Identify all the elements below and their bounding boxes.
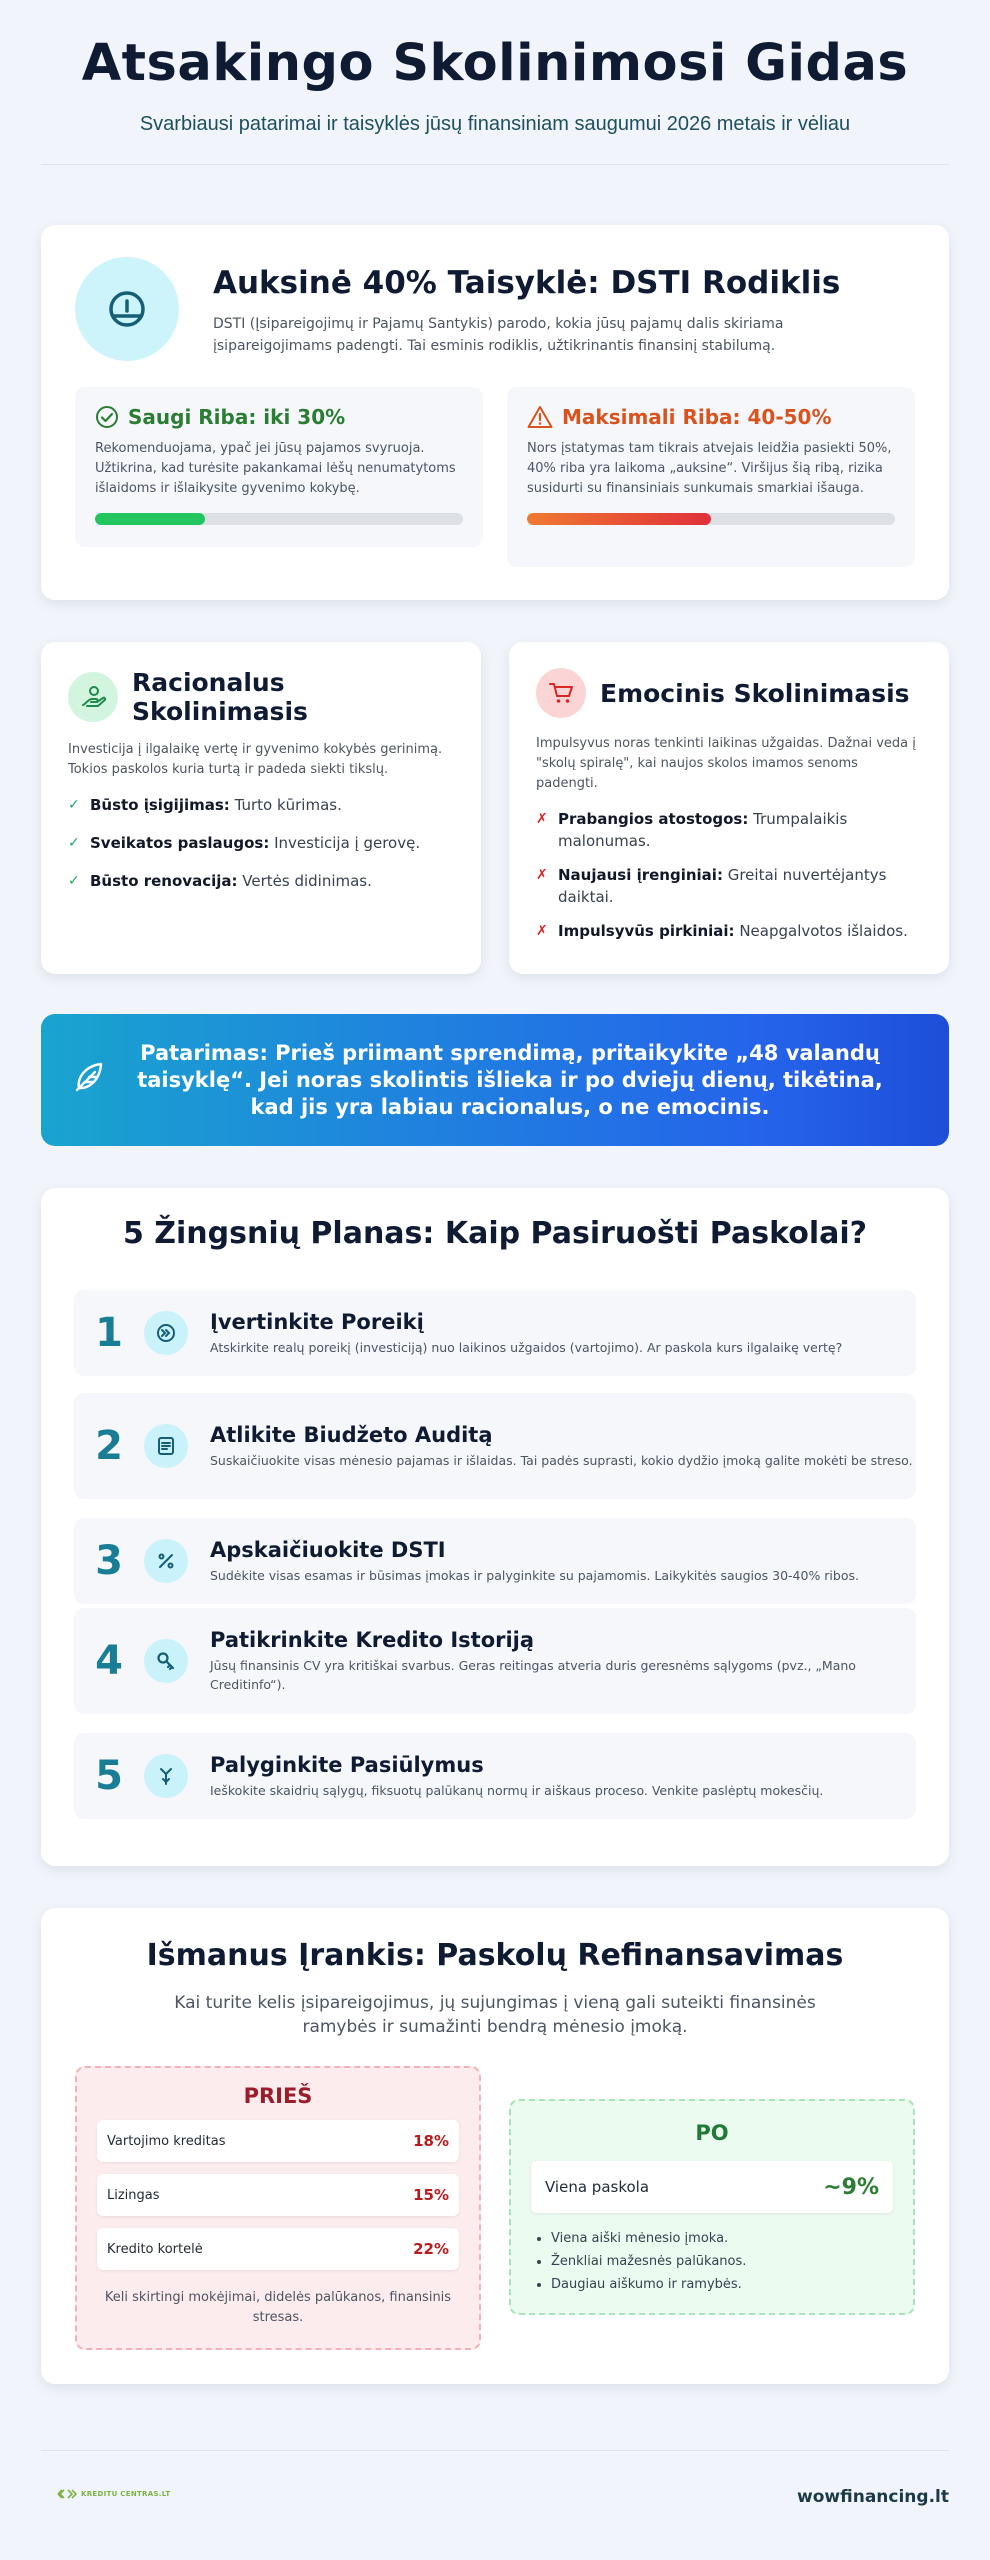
loan-rate: 22% bbox=[413, 2240, 449, 2258]
rational-item-text bbox=[90, 870, 372, 892]
step-title: Apskaičiuokite DSTI bbox=[210, 1537, 446, 1562]
step-title: Patikrinkite Kredito Istoriją bbox=[210, 1628, 535, 1652]
step-title: Įvertinkite Poreikį bbox=[210, 1309, 424, 1334]
check-icon: ✓ bbox=[68, 835, 80, 851]
rational-item bbox=[68, 870, 454, 892]
step-row bbox=[74, 1290, 916, 1376]
footer-site-link[interactable]: wowfinancing.lt bbox=[797, 2487, 949, 2507]
emotional-borrowing-card bbox=[509, 642, 949, 974]
page-title: Atsakingo Skolinimosi Gidas bbox=[81, 34, 909, 93]
safe-limit-text: Rekomenduojama, ypač jei jūsų pajamos svyruoja. Užtikrina, kad turėsite pakankamai lėšų nenumatytoms išlaidoms ir išlaikysite gyvenimo kokybę. bbox=[95, 441, 456, 496]
max-limit-bar bbox=[527, 513, 895, 525]
rational-list bbox=[68, 794, 454, 892]
step-number: 5 bbox=[95, 1753, 123, 1799]
emotional-item-label: Prabangios atostogos: bbox=[558, 810, 749, 828]
step-number: 1 bbox=[95, 1310, 123, 1356]
benefit-item: • Daugiau aiškumo ir ramybės. bbox=[551, 2273, 893, 2296]
single-loan-row bbox=[531, 2161, 893, 2213]
loan-name: Vartojimo kreditas bbox=[107, 2133, 226, 2149]
before-box bbox=[75, 2066, 481, 2350]
emotional-title: Emocinis Skolinimasis bbox=[600, 678, 910, 708]
rational-borrowing-card bbox=[41, 642, 481, 974]
safe-limit-bar-fill bbox=[95, 513, 205, 525]
refinance-title: Išmanus Įrankis: Paskolų Refinansavimas bbox=[146, 1938, 844, 1973]
loan-rate: 18% bbox=[413, 2132, 449, 2150]
step-text bbox=[210, 1628, 916, 1694]
max-limit-bar-fill bbox=[527, 513, 711, 525]
rational-item-label: Būsto įsigijimas: bbox=[90, 796, 230, 814]
rational-title: Racionalus Skolinimasis bbox=[132, 668, 308, 726]
step-text bbox=[210, 1310, 842, 1357]
hand-money-icon bbox=[68, 672, 118, 722]
rational-item-label: Būsto renovacija: bbox=[90, 872, 238, 890]
rational-item-detail: Vertės didinimas. bbox=[237, 872, 372, 890]
cross-icon: ✗ bbox=[536, 923, 548, 939]
feather-icon bbox=[69, 1058, 109, 1102]
loan-row bbox=[97, 2174, 459, 2216]
before-note: Keli skirtingi mokėjimai, didelės palūkanos, finansinis stresas. bbox=[104, 2290, 452, 2325]
emotional-item-detail: Trumpalaikis malonumas. bbox=[558, 810, 848, 850]
dsti-description: DSTI (Įsipareigojimų ir Pajamų Santykis) parodo, kokia jūsų pajamų dalis skiriama įsipareigojimams padengti. Tai esminis rodiklis, užtikrinantis finansinį stabilumą. bbox=[213, 316, 784, 354]
receipt-icon bbox=[144, 1424, 188, 1468]
check-icon: ✓ bbox=[68, 797, 80, 813]
header bbox=[41, 0, 949, 165]
safe-limit-box bbox=[75, 387, 483, 547]
emotional-item-text bbox=[558, 864, 922, 908]
check-icon: ✓ bbox=[68, 873, 80, 889]
step-row bbox=[74, 1393, 916, 1499]
emotional-list bbox=[536, 808, 922, 942]
benefit-item: • Ženkliai mažesnės palūkanos. bbox=[551, 2250, 893, 2273]
emotional-item-text bbox=[558, 920, 908, 942]
refinance-description: Kai turite kelis įsipareigojimus, jų sujungimas į vieną gali suteikti finansinės ramybės ir sumažinti bendrą mėnesio įmoką. bbox=[174, 1993, 816, 2037]
max-limit-box bbox=[507, 387, 915, 567]
step-row bbox=[74, 1608, 916, 1714]
rational-item bbox=[68, 794, 454, 816]
step-row bbox=[74, 1733, 916, 1819]
safe-limit-title: Saugi Riba: iki 30% bbox=[128, 405, 346, 429]
emotional-item-detail: Greitai nuvertėjantys daiktai. bbox=[558, 866, 887, 906]
steps-title: 5 Žingsnių Planas: Kaip Pasiruošti Paskolai? bbox=[122, 1216, 868, 1251]
cross-icon: ✗ bbox=[536, 811, 548, 827]
after-box bbox=[509, 2099, 915, 2315]
forward-icon bbox=[144, 1311, 188, 1355]
tip-text: Patarimas: Prieš priimant sprendimą, pritaikykite „48 valandų taisyklę“. Jei noras skolintis išlieka ir po dviejų dienų, tikėtina, kad jis yra labiau racionalus, o ne emocinis. bbox=[137, 1040, 883, 1119]
step-number: 3 bbox=[95, 1538, 123, 1584]
before-title: PRIEŠ bbox=[243, 2084, 313, 2108]
check-circle-icon bbox=[95, 405, 119, 429]
warning-icon bbox=[527, 405, 553, 429]
emotional-item bbox=[536, 864, 922, 908]
tip-banner bbox=[41, 1014, 949, 1146]
emotional-item-label: Impulsyvūs pirkiniai: bbox=[558, 922, 735, 940]
single-loan-name: Viena paskola bbox=[545, 2178, 650, 2196]
logo-text: KREDITU CENTRAS.LT bbox=[81, 2490, 171, 2498]
page-subtitle: Svarbiausi patarimai ir taisyklės jūsų finansiniam saugumui 2026 metais ir vėliau bbox=[139, 113, 851, 135]
rational-item bbox=[68, 832, 454, 854]
step-description: Sudėkite visas esamas ir būsimas įmokas ir palyginkite su pajamomis. Laikykitės saugios 30-40% ribos. bbox=[210, 1567, 859, 1583]
before-loans bbox=[97, 2120, 459, 2270]
step-text bbox=[210, 1753, 823, 1800]
dsti-title: Auksinė 40% Taisyklė: DSTI Rodiklis bbox=[213, 265, 841, 301]
benefit-item: • Viena aiški mėnesio įmoka. bbox=[551, 2227, 893, 2250]
step-text bbox=[210, 1538, 859, 1585]
step-text bbox=[210, 1423, 913, 1470]
emotional-item-label: Naujausi įrenginiai: bbox=[558, 866, 723, 884]
after-title: PO bbox=[695, 2121, 729, 2145]
loan-row bbox=[97, 2120, 459, 2162]
emotional-item bbox=[536, 808, 922, 852]
divider bbox=[41, 164, 949, 165]
max-limit-title: Maksimali Riba: 40-50% bbox=[562, 405, 832, 429]
rational-item-detail: Investicija į gerovę. bbox=[269, 834, 421, 852]
loan-row bbox=[97, 2228, 459, 2270]
step-description: Atskirkite realų poreikį (investiciją) nuo laikinos užgaidos (vartojimo). Ar paskola kurs ilgalaikę vertę? bbox=[210, 1339, 843, 1355]
rational-description: Investicija į ilgalaikę vertę ir gyvenimo kokybės gerinimą. Tokios paskolos kuria turtą ir padeda siekti tikslų. bbox=[68, 742, 443, 777]
steps-card bbox=[41, 1188, 949, 1866]
emotional-item bbox=[536, 920, 922, 942]
rational-item-label: Sveikatos paslaugos: bbox=[90, 834, 270, 852]
emotional-description: Impulsyvus noras tenkinti laikinas užgaidas. Dažnai veda į "skolų spiralę", kai naujos skolos imamos senoms padengti. bbox=[536, 736, 916, 791]
step-number: 2 bbox=[95, 1423, 123, 1469]
single-loan-rate: ~9% bbox=[823, 2174, 879, 2200]
footer-divider bbox=[41, 2450, 949, 2451]
shopping-cart-icon bbox=[536, 668, 586, 718]
footer-logo[interactable] bbox=[56, 2488, 170, 2500]
gauge-icon bbox=[75, 257, 179, 361]
rational-item-detail: Turto kūrimas. bbox=[229, 796, 342, 814]
rational-item-text bbox=[90, 832, 420, 854]
step-description: Jūsų finansinis CV yra kritiškai svarbus. Geras reitingas atveria duris geresnėms sąlygoms (pvz., „Mano Creditinfo“). bbox=[210, 1658, 856, 1692]
loan-name: Lizingas bbox=[107, 2187, 160, 2203]
percent-icon bbox=[144, 1539, 188, 1583]
search-key-icon bbox=[144, 1639, 188, 1683]
step-description: Ieškokite skaidrių sąlygų, fiksuotų palūkanų normų ir aiškaus proceso. Venkite paslėptų mokesčių. bbox=[210, 1782, 824, 1798]
step-title: Atlikite Biudžeto Auditą bbox=[210, 1422, 493, 1447]
max-limit-text: Nors įstatymas tam tikrais atvejais leidžia pasiekti 50%, 40% riba yra laikoma „auksine“. Viršijus šią ribą, rizika susidurti su finansiniais sunkumais smarkiai išauga. bbox=[527, 441, 892, 496]
step-number: 4 bbox=[95, 1638, 123, 1684]
emotional-item-detail: Neapgalvotos išlaidos. bbox=[734, 922, 908, 940]
step-row bbox=[74, 1518, 916, 1604]
rational-item-text bbox=[90, 794, 342, 816]
safe-limit-bar bbox=[95, 513, 463, 525]
step-description: Suskaičiuokite visas mėnesio pajamas ir išlaidas. Tai padės suprasti, kokio dydžio įmoką galite mokėti be streso. bbox=[210, 1452, 913, 1468]
benefits-list bbox=[531, 2227, 893, 2296]
loan-rate: 15% bbox=[413, 2186, 449, 2204]
step-title: Palyginkite Pasiūlymus bbox=[210, 1752, 484, 1777]
emotional-item-text bbox=[558, 808, 922, 852]
dsti-card bbox=[41, 225, 949, 600]
cross-icon: ✗ bbox=[536, 867, 548, 883]
loan-name: Kredito kortelė bbox=[107, 2241, 203, 2257]
logo-icon bbox=[56, 2488, 78, 2500]
refinance-card bbox=[41, 1908, 949, 2384]
merge-icon bbox=[144, 1754, 188, 1798]
